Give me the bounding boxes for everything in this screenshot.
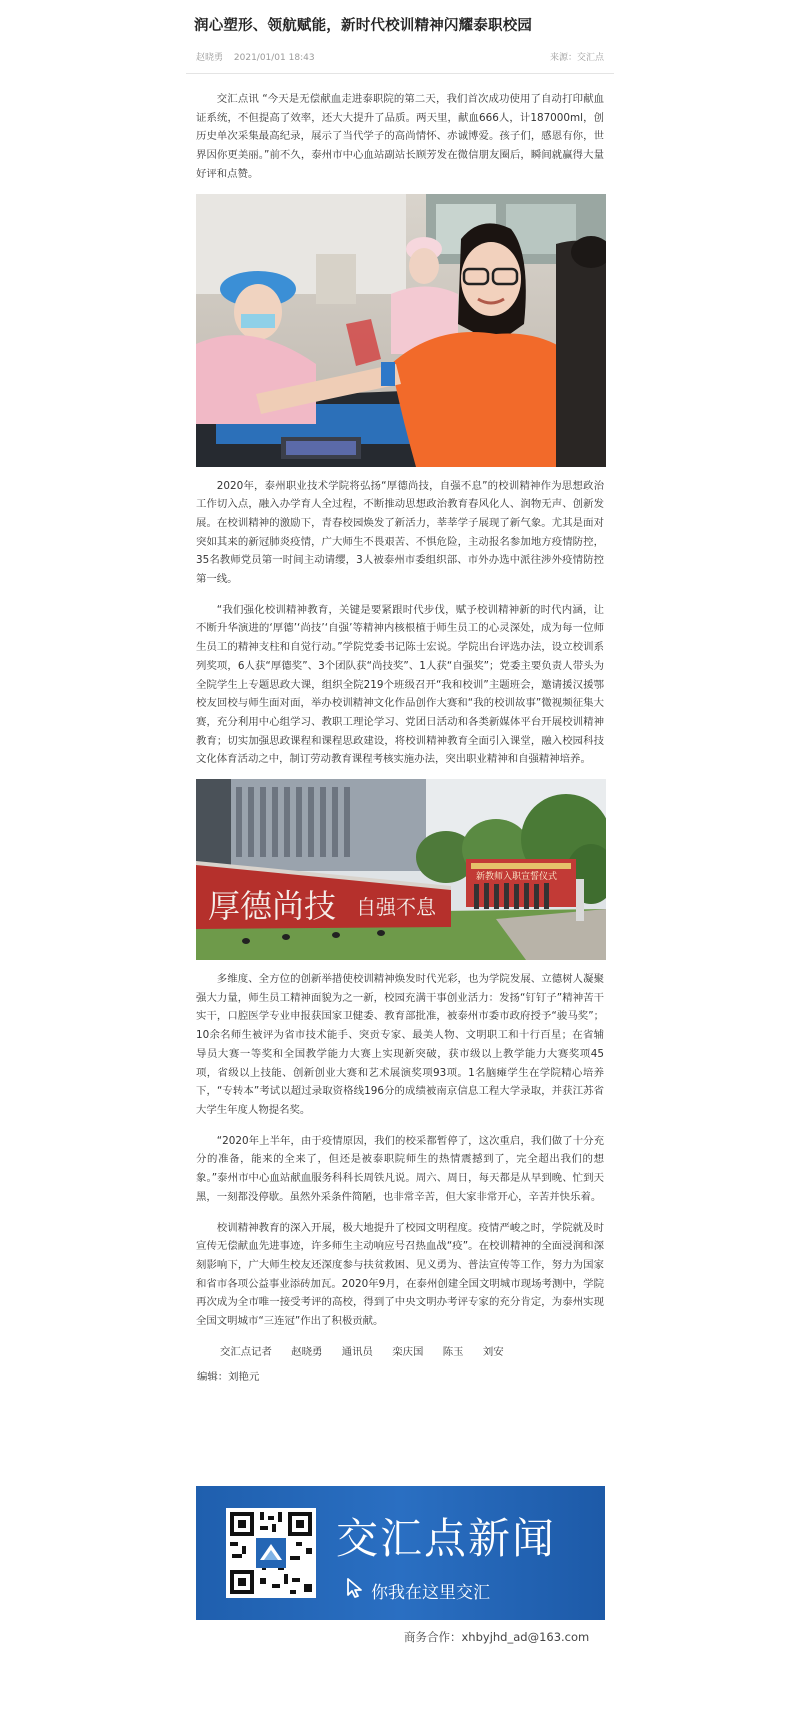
app-promo-banner[interactable] — [196, 1486, 605, 1620]
paragraph-3: “我们强化校训精神教育，关键是要紧跟时代步伐，赋予校训精神新的时代内涵，让不断升华演进的‘厚德’‘尚技’‘自强’等精神内核根植于师生员工的心灵深处，成为每一位师生员工的精神支柱和自觉行动。”学院党委书记陈士宏说。学院出台评选办法，设立校训系列奖项，6人获“厚德奖”、3个团队获“尚技奖”、1人获“自强奖”；党委主要负责人带头为全院学生上专题思政大课，组织全院219个班级召开“我和校训”主题班会，邀请援汉援鄂校友回校与师生面对面，举办校训精神文化作品创作大赛和“我的校训故事”微视频征集大赛，充分利用中心组学习、教职工理论学习、党团日活动和各类新媒体平台开展校训精神教育；切实加强思政课程和课程思政建设，将校训精神教育全面引入课堂，融入校园科技文化体育活动之中，制订劳动教育课程考核实施办法，突出职业精神和自强精神培养。 — [196, 603, 604, 766]
paragraph-4: 多维度、全方位的创新举措使校训精神焕发时代光彩，也为学院发展、立德树人凝聚强大力量，师生员工精神面貌为之一新，校园充满干事创业活力：发扬“钉钉子”精神苦干实干，口腔医学专业申报获国家卫健委、教育部批准，被泰州市委市政府授予“骏马奖”；10余名师生被评为省市技术能手、突贡专家、最美人物、文明职工和十行百星；在省辅导员大赛一等奖和全国教学能力大赛上实现新突破，获市级以上教学能力大赛奖项45项，省级以上技能、创新创业大赛和艺术展演奖项93项。1名脑瘫学生在学院精心培养下，“专转本”考试以超过录取资格线196分的成绩被南京信息工程大学录取，并获江苏省大学生年度人物提名奖。 — [196, 973, 604, 1116]
header-divider — [186, 73, 614, 74]
article — [186, 0, 614, 1383]
banner-brand: 交汇点新闻 — [336, 1514, 557, 1563]
paragraph-5: “2020年上半年，由于疫情原因，我们的校采都暂停了，这次重启，我们做了十分充分的准备，能来的全来了，但还是被泰职院师生的热情震撼到了，完全超出我们的想象。”泰州市中心血站献血服务科科长周铁凡说。周六、周日，每天都是从早到晚、忙到天黑，一刻都没停歇。虽然外采条件简陋，也非常辛苦，但大家非常开心，辛苦并快乐着。 — [196, 1134, 604, 1203]
paragraph-6: 校训精神教育的深入开展，极大地提升了校园文明程度。疫情严峻之时，学院就及时宣传无偿献血先进事迹，许多师生主动响应号召热血战“疫”。在校训精神的全面浸润和深刻影响下，广大师生校友还深度参与扶贫救困、见义勇为、普法宣传等工作，努力为国家和省市各项公益事业添砖加瓦。2020年9月，在泰州创建全国文明城市现场考测中，学院再次成为全市唯一接受考评的高校，得到了中央文明办考评专家的充分肯定，为泰州实现全国文明城市“三连冠”作出了积极贡献。 — [196, 1221, 604, 1328]
credit-label: 交汇点记者 — [220, 1345, 272, 1358]
photo-campus-wall — [196, 779, 606, 960]
credit-reporter: 赵晓勇 — [291, 1345, 323, 1358]
paragraph-2: 2020年，泰州职业技术学院将弘扬“厚德尚技，自强不息”的校训精神作为思想政治工作切入点，融入办学育人全过程，不断推动思想政治教育春风化人、润物无声、创新发展。在校训精神的激励下，青春校园焕发了新活力，莘莘学子展现了新气象。尤其是面对突如其来的新冠肺炎疫情，广大师生不畏艰苦、不惧危险，主动报名参加地方疫情防控，35名教师党员第一时间主动请缨，3人被泰州市委组织部、市外办选中派往涉外疫情防控第一线。 — [196, 479, 604, 586]
source-label: 来源：交汇点 — [549, 53, 604, 63]
campus-wall-image — [196, 779, 606, 960]
qr-code-icon — [226, 1508, 316, 1598]
publish-date: 2021/01/01 18:43 — [233, 53, 315, 63]
paragraph-1: 交汇点讯 “今天是无偿献血走进泰职院的第二天，我们首次成功使用了自动打印献血证系统，不但提高了效率，还大大提升了品质。两天里，献血666人，计187000ml，创历史单次采集最高纪录，展示了当代学子的高尚情怀、赤诚博爱。孩子们，感恩有你，世界因你更美丽。”前不久，泰州市中心血站副站长顾芳发在微信朋友圈后，瞬间就赢得大量好评和点赞。 — [196, 93, 604, 180]
credit-correspondent-2: 陈玉 — [442, 1345, 464, 1358]
photo-blood-donation — [196, 194, 606, 467]
article-body — [186, 90, 614, 1383]
author-link[interactable]: 赵晓勇 — [196, 53, 224, 63]
blood-donation-image — [196, 194, 606, 467]
wall-slogan-2: 自强不息 — [356, 895, 436, 920]
wall-slogan-1: 厚德尚技 — [208, 887, 337, 926]
business-contact: 商务合作：xhbyjhd_ad@163.com — [404, 1630, 590, 1644]
pointer-icon — [343, 1576, 367, 1604]
credit-correspondent-1: 栾庆国 — [392, 1345, 424, 1358]
credit-correspondent-3: 刘安 — [482, 1345, 504, 1358]
byline-credits — [196, 1343, 604, 1358]
article-meta — [186, 50, 614, 70]
editor-credit: 编辑：刘艳元 — [197, 1370, 260, 1383]
banner-slogan: 你我在这里交汇 — [371, 1583, 490, 1603]
board-title: 新教师入职宣誓仪式 — [476, 872, 558, 883]
article-title: 润心塑形、领航赋能，新时代校训精神闪耀泰职校园 — [194, 17, 533, 34]
credit-label-2: 通讯员 — [341, 1345, 373, 1358]
